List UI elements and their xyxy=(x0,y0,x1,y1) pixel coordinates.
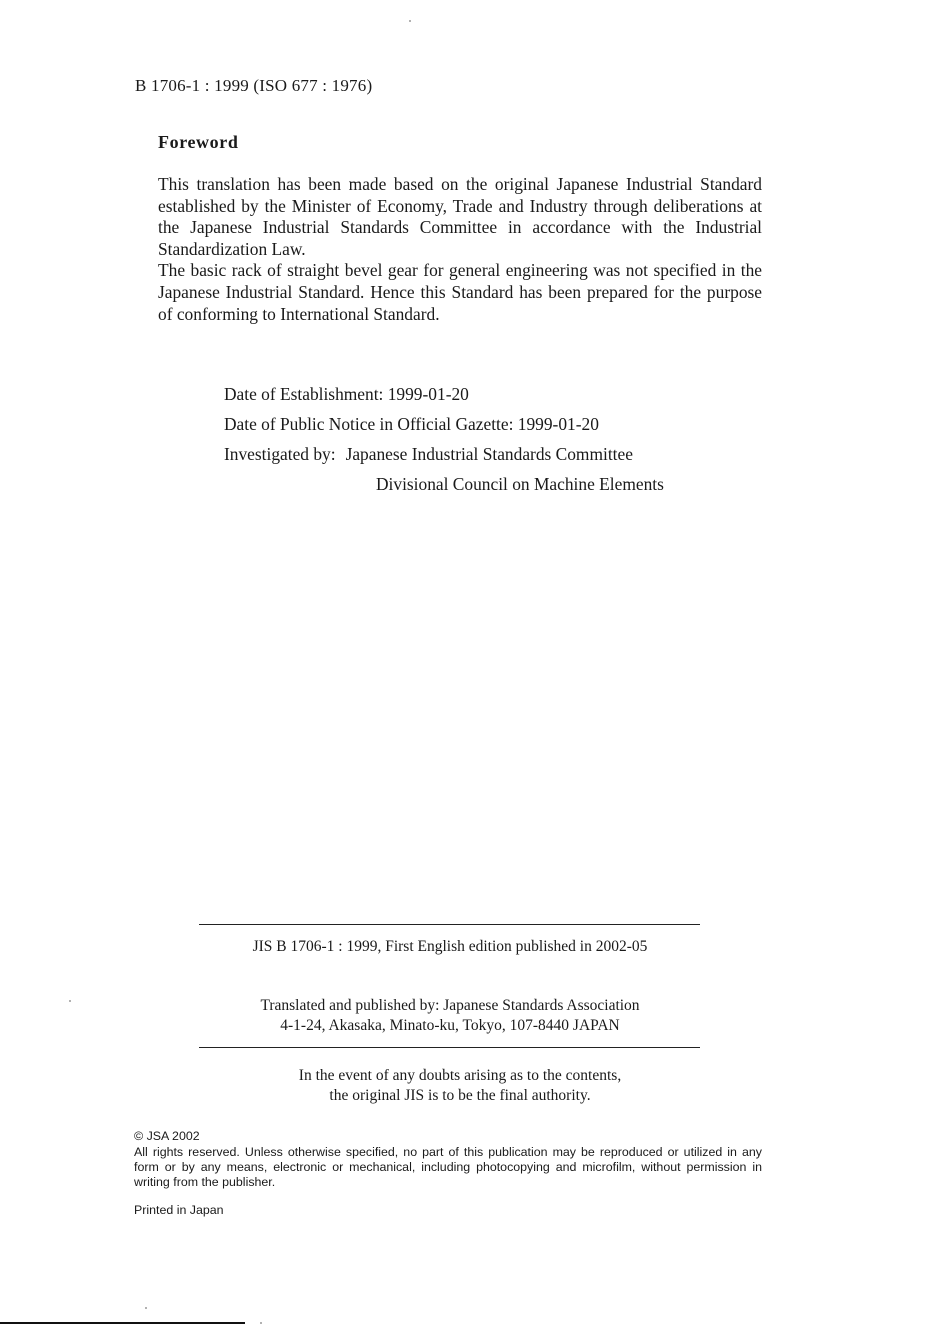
divider-bottom xyxy=(199,1047,700,1048)
investigated-by-label: Investigated by: xyxy=(224,444,336,464)
scan-speck xyxy=(409,20,411,22)
authority-note xyxy=(0,1066,920,1105)
date-of-establishment: Date of Establishment: 1999-01-20 xyxy=(224,384,469,404)
publisher-line: Translated and published by: Japanese Standards Association xyxy=(260,997,640,1014)
foreword-heading: Foreword xyxy=(158,132,239,152)
scan-speck xyxy=(260,1322,262,1324)
foreword-paragraph-2: The basic rack of straight bevel gear for general engineering was not specified in the Japanese Industrial Standard. Hence this Standard has been prepared for the purpose of conforming to International Standard. xyxy=(158,260,762,324)
investigated-by-council: Divisional Council on Machine Elements xyxy=(376,474,664,494)
scan-speck xyxy=(145,1307,147,1309)
rights-statement: All rights reserved. Unless otherwise specified, no part of this publication may be reproduced or utilized in any form or by any means, electronic or mechanical, including photocopying and microfilm, without permission in writing from the publisher. xyxy=(134,1145,762,1189)
foreword-body xyxy=(158,174,762,325)
authority-line-1: In the event of any doubts arising as to the contents, xyxy=(298,1067,622,1084)
publisher-block xyxy=(0,996,900,1035)
copyright-block xyxy=(134,1129,762,1190)
scan-edge-mark xyxy=(0,1322,245,1324)
document-designation: B 1706-1 : 1999 (ISO 677 : 1976) xyxy=(135,76,373,95)
foreword-paragraph-1: This translation has been made based on the original Japanese Industrial Standard established by the Minister of Economy, Trade and Industry through deliberations at the Japanese Industrial Standards Committee in accordance with the Industrial Standardization Law. xyxy=(158,174,762,259)
copyright-notice: © JSA 2002 xyxy=(134,1129,200,1143)
divider-top xyxy=(199,924,700,925)
investigated-by-row xyxy=(224,444,633,465)
authority-line-2: the original JIS is to be the final authority. xyxy=(329,1086,591,1104)
publisher-address: 4-1-24, Akasaka, Minato-ku, Tokyo, 107-8440 JAPAN xyxy=(280,1016,620,1034)
date-of-public-notice: Date of Public Notice in Official Gazette: 1999-01-20 xyxy=(224,414,599,434)
scan-speck xyxy=(69,1000,71,1002)
investigated-by-committee: Japanese Industrial Standards Committee xyxy=(345,444,633,464)
edition-statement: JIS B 1706-1 : 1999, First English edition published in 2002-05 xyxy=(252,938,648,955)
printed-in: Printed in Japan xyxy=(134,1203,224,1217)
